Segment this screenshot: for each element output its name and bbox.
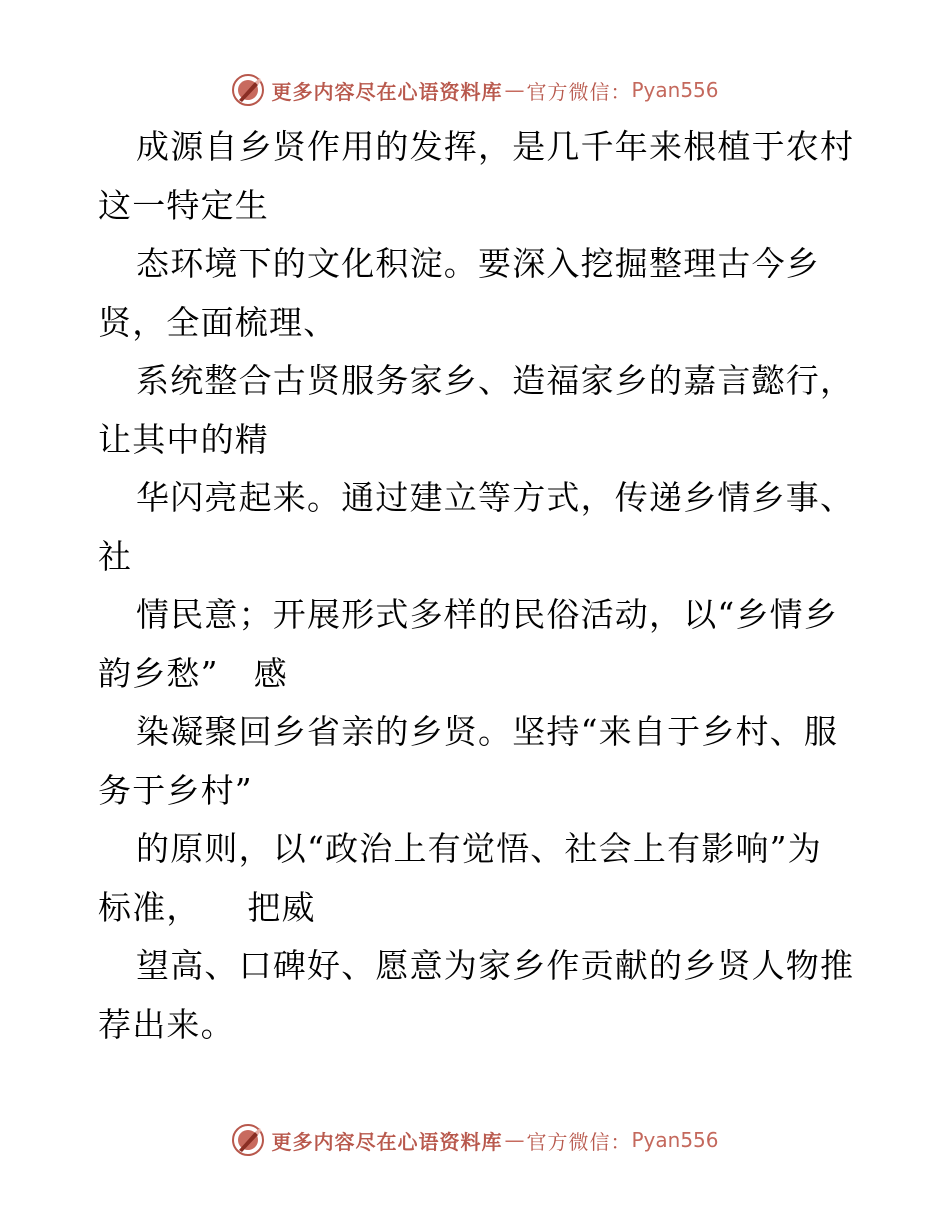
text-line: 染凝聚回乡省亲的乡贤。坚持“来自于乡村、服 [136,712,839,751]
text-line: 态环境下的文化积淀。要深入挖掘整理古今乡 [136,244,820,283]
text-line: 系统整合古贤服务家乡、造福家乡的嘉言懿行， [136,361,855,400]
text-line: 这一特定生 [98,185,269,225]
text-line: 望高、口碑好、愿意为家乡作贡献的乡贤人物推 [136,946,855,985]
text-line: 标准， 把威 [98,887,316,927]
banner-wechat-id: Pyan556 [631,1128,719,1152]
text-line: 华闪亮起来。通过建立等方式，传递乡情乡事、 [136,478,855,517]
footer-banner [0,1120,950,1160]
banner-separator: — [504,78,525,102]
text-line: 社 [98,536,133,576]
text-line: 务于乡村” [98,770,253,810]
text-line: 的原则，以“政治上有觉悟、社会上有影响”为 [136,829,822,868]
text-line: 贤，全面梳理、 [98,302,338,342]
banner-wechat-label: 官方微信： [526,79,632,104]
text-line: 成源自乡贤作用的发挥，是几千年来根植于农村 [136,127,855,166]
document-body [98,118,858,1054]
text-line: 韵乡愁” 感 [98,653,288,693]
banner-text: 更多内容尽在心语资料库 [271,1129,503,1154]
text-line: 荐出来。 [98,1004,235,1044]
pen-logo-icon [231,1123,265,1157]
banner-wechat-id: Pyan556 [631,78,719,102]
banner-wechat-label: 官方微信： [526,1129,632,1154]
banner-separator: — [504,1128,525,1152]
header-banner [0,70,950,110]
text-line: 情民意；开展形式多样的民俗活动，以“乡情乡 [136,595,839,634]
text-line: 让其中的精 [98,419,269,459]
banner-text: 更多内容尽在心语资料库 [271,79,503,104]
pen-logo-icon [231,73,265,107]
